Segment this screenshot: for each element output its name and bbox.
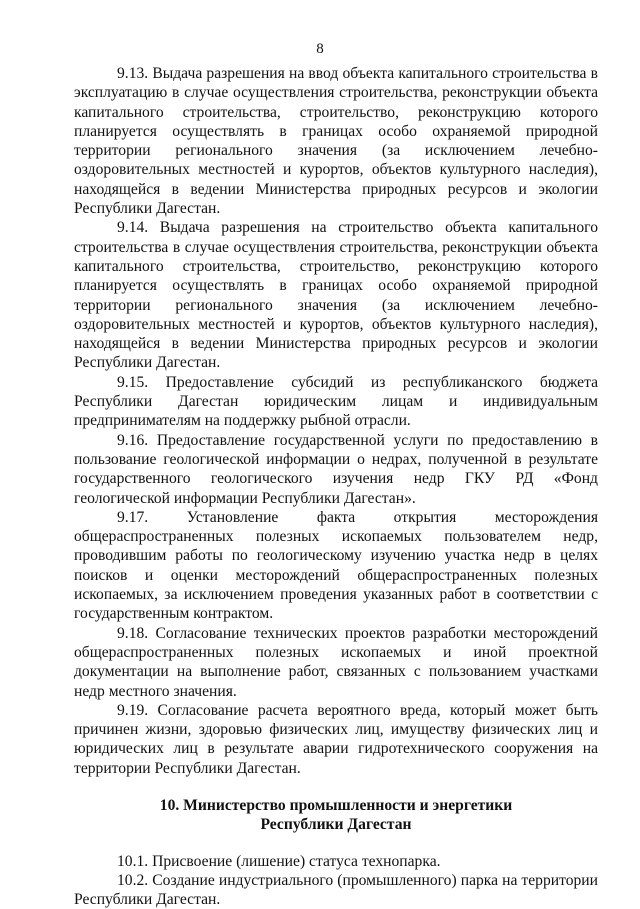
list-item-9-19: 9.19. Согласование расчета вероятного вреда, который может быть причинен жизни, здоровью физических лиц, имуществу физических лиц и юридических лиц в результате аварии гидротехнического сооружения на территории Республики Дагестан. (74, 701, 598, 777)
list-item-9-15: 9.15. Предоставление субсидий из республиканского бюджета Республики Дагестан юридическим лицам и индивидуальным предпринимателям на поддержку рыбной отрасли. (74, 373, 598, 430)
list-item-10-1: 10.1. Присвоение (лишение) статуса технопарка. (117, 852, 441, 870)
section-10-heading-line-2: Республики Дагестан (260, 816, 412, 834)
section-10-heading-line-1: 10. Министерство промышленности и энергетики (159, 796, 513, 814)
list-item-9-14: 9.14. Выдача разрешения на строительство объекта капитального строительства в случае осуществления строительства, реконструкции объекта капитального строительства, строительство, реконструкцию которого планируется осуществлять в границах особо охраняемой природной территории регионального значения (за исключением лечебно-оздоровительных местностей и курортов, объектов культурного наследия), находящейся в ведении Министерства природных ресурсов и экологии Республики Дагестан. (74, 219, 598, 372)
list-item-9-17: 9.17. Установление факта открытия месторождения общераспространенных полезных ископаемых пользователем недр, проводившим работы по геологическому изучению участка недр в целях поисков и оценки месторождений общераспространенных полезных ископаемых, за исключением проведения указанных работ в соответствии с государственным контрактом. (74, 508, 598, 623)
page-number: 8 (316, 41, 324, 57)
list-item-10-2: 10.2. Создание индустриального (промышленного) парка на территории Республики Дагестан. (74, 871, 598, 909)
list-item-9-18: 9.18. Согласование технических проектов разработки месторождений общераспространенных полезных ископаемых и иной проектной документации на выполнение работ, связанных с пользованием участками недр местного значения. (74, 624, 598, 700)
section-10-heading (74, 796, 598, 835)
list-item-9-13: 9.13. Выдача разрешения на ввод объекта капитального строительства в эксплуатацию в случае осуществления строительства, реконструкции объекта капитального строительства, строительство, реконструкцию которого планируется осуществлять в границах особо охраняемой природной территории регионального значения (за исключением лечебно-оздоровительных местностей и курортов, объектов культурного наследия), находящейся в ведении Министерства природных ресурсов и экологии Республики Дагестан. (74, 65, 598, 218)
list-item-9-16: 9.16. Предоставление государственной услуги по предоставлению в пользование геологической информации о недрах, полученной в результате государственного геологического изучения недр ГКУ РД «Фонд геологической информации Республики Дагестан». (74, 431, 598, 507)
page-content (74, 64, 598, 909)
